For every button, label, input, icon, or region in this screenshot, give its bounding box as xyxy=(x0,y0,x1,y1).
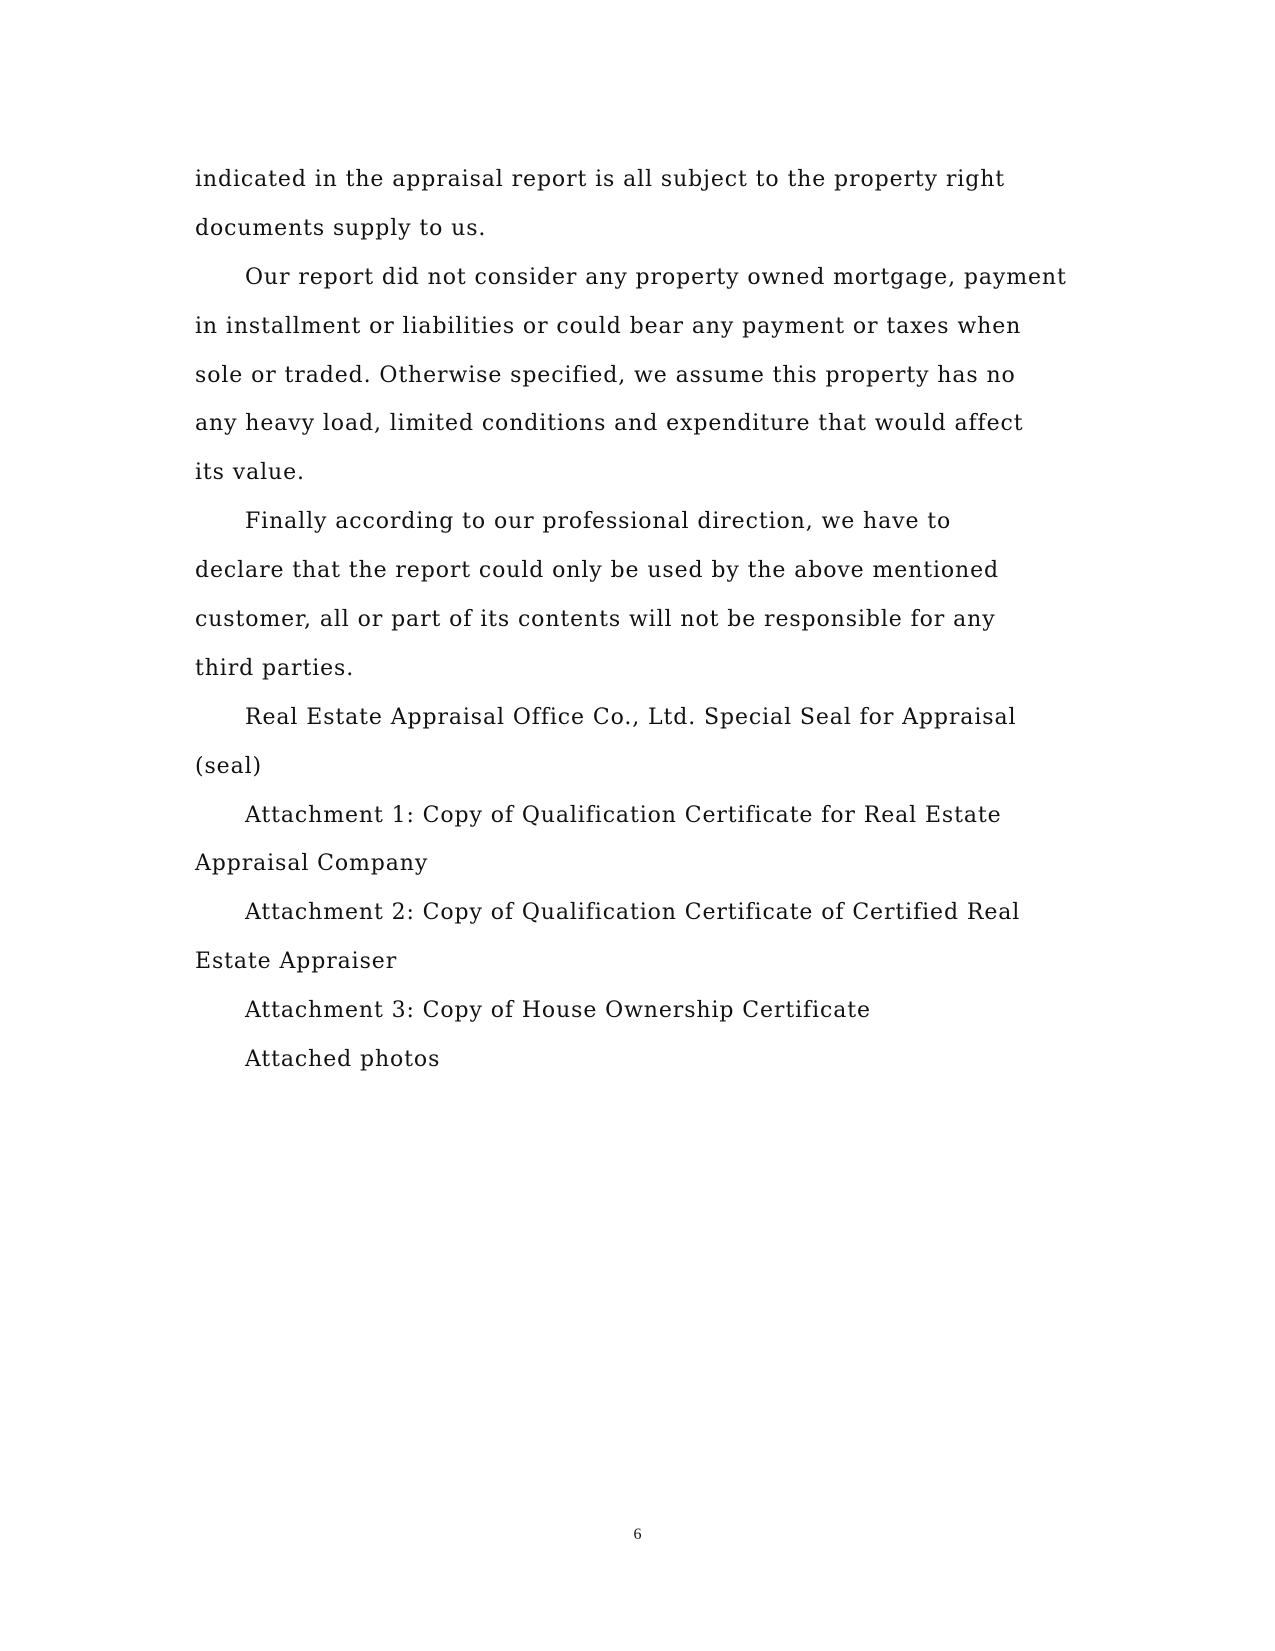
attachment-item-continuation: Appraisal Company xyxy=(195,851,429,877)
page-number: 6 xyxy=(633,1526,642,1543)
body-line: documents supply to us. xyxy=(195,215,487,241)
attachment-item: Attachment 2: Copy of Qualification Certificate of Certified Real xyxy=(245,900,1021,926)
body-line: its value. xyxy=(195,460,305,486)
body-line: any heavy load, limited conditions and expenditure that would affect xyxy=(195,411,1024,437)
body-line: sole or traded. Otherwise specified, we assume this property has no xyxy=(195,362,1016,388)
attachment-item: Attachment 3: Copy of House Ownership Certificate xyxy=(245,998,871,1024)
body-line: in installment or liabilities or could bear any payment or taxes when xyxy=(195,313,1022,339)
body-line: declare that the report could only be used by the above mentioned xyxy=(195,558,1000,584)
attachment-item: Attachment 1: Copy of Qualification Certificate for Real Estate xyxy=(245,802,1002,828)
body-line: indicated in the appraisal report is all subject to the property right xyxy=(195,167,1006,192)
attachment-item-continuation: Estate Appraiser xyxy=(195,949,398,975)
paragraph-first-line: Our report did not consider any property owned mortgage, payment xyxy=(245,264,1067,290)
body-line: third parties. xyxy=(195,655,355,681)
body-line: customer, all or part of its contents will not be responsible for any xyxy=(195,607,996,633)
seal-label: (seal) xyxy=(195,753,263,779)
paragraph-first-line: Finally according to our professional direction, we have to xyxy=(245,509,952,535)
attached-photos-item: Attached photos xyxy=(245,1047,441,1073)
seal-line: Real Estate Appraisal Office Co., Ltd. Special Seal for Appraisal xyxy=(245,704,1017,730)
document-body xyxy=(195,156,1085,1085)
